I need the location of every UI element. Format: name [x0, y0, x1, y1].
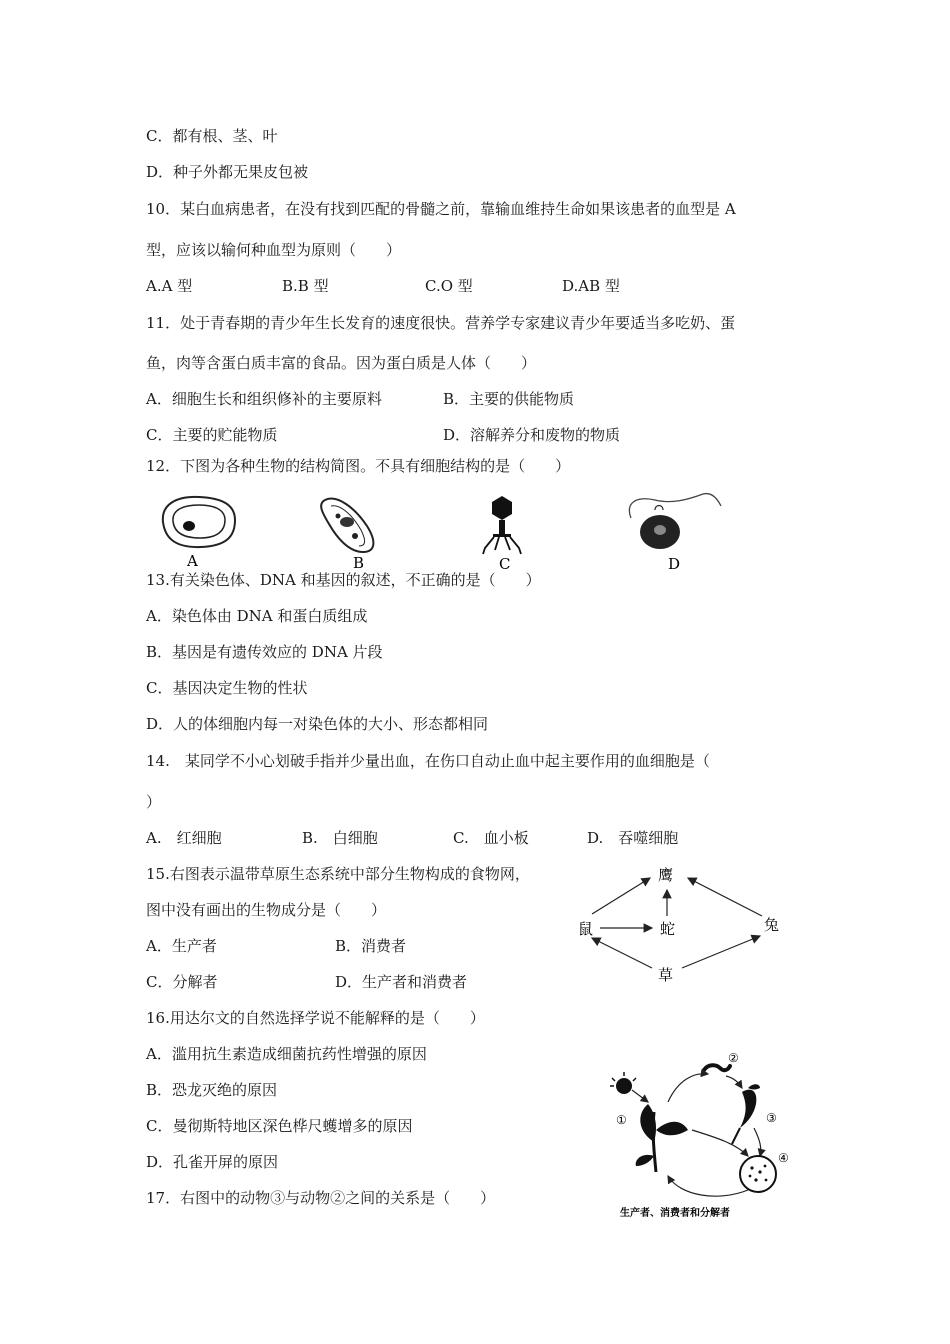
q16-option-d: D．孔雀开屏的原因 [146, 1153, 279, 1171]
q10-option-a: A.A 型 [146, 277, 193, 295]
q14-option-b: B. 白细胞 [302, 829, 378, 847]
arrow-grass-mouse [592, 938, 652, 968]
q13-option-c: C．基因决定生物的性状 [146, 679, 308, 697]
q9-option-d: D．种子外都无果皮包被 [146, 163, 309, 181]
q15-stem-line2: 图中没有画出的生物成分是（ ） [146, 901, 387, 919]
q17-figure-caption: 生产者、消费者和分解者 [620, 1208, 730, 1219]
q11-option-d: D．溶解养分和废物的物质 [443, 426, 621, 444]
q14-option-d: D. 吞噬细胞 [587, 829, 679, 847]
q11-stem-line2: 鱼，肉等含蛋白质丰富的食品。因为蛋白质是人体（ ） [146, 354, 537, 372]
arrow-grass-rabbit [682, 936, 760, 968]
q15-food-web-diagram [570, 858, 800, 990]
q15-option-c: C．分解者 [146, 973, 218, 991]
decomposer-icon [740, 1156, 776, 1192]
marker-1: ① [616, 1113, 627, 1127]
q17-stem: 17．右图中的动物③与动物②之间的关系是（ ） [146, 1189, 496, 1207]
virus-c-icon [483, 496, 521, 572]
q16-option-a: A．滥用抗生素造成细菌抗药性增强的原因 [146, 1045, 427, 1063]
q17-ecosystem-diagram [608, 1052, 798, 1222]
q12-label-c: C [499, 555, 511, 572]
arrow-mouse-hawk [592, 878, 650, 914]
q13-option-a: A．染色体由 DNA 和蛋白质组成 [146, 607, 368, 625]
q13-option-b: B．基因是有遗传效应的 DNA 片段 [146, 643, 383, 661]
q10-option-c: C.O 型 [425, 277, 473, 295]
plant-icon [636, 1104, 688, 1172]
q15-stem-line1: 15.右图表示温带草原生态系统中部分生物构成的食物网， [146, 865, 530, 883]
q10-option-d: D.AB 型 [562, 277, 620, 295]
q12-label-a: A [187, 552, 198, 570]
q16-option-b: B．恐龙灭绝的原因 [146, 1081, 278, 1099]
web-node-rabbit: 兔 [764, 916, 780, 934]
cell-d-icon [629, 494, 721, 572]
q14-stem-line2: ） [146, 793, 162, 811]
q11-option-a: A．细胞生长和组织修补的主要原料 [146, 390, 382, 408]
web-node-hawk: 鹰 [658, 866, 674, 884]
q10-stem-line2: 型，应该以输何种血型为原则（ ） [146, 241, 402, 259]
q14-option-c: C. 血小板 [453, 829, 529, 847]
q11-option-b: B．主要的供能物质 [443, 390, 575, 408]
q10-stem-line1: 10．某白血病患者，在没有找到匹配的骨髓之前，靠输血维持生命如果该患者的血型是 A [146, 200, 736, 218]
q12-stem: 12．下图为各种生物的结构简图。不具有细胞结构的是（ ） [146, 457, 571, 475]
q12-figure-strip [155, 490, 735, 572]
cell-a-icon [163, 497, 235, 570]
caterpillar-icon [704, 1065, 730, 1070]
marker-4: ④ [778, 1151, 789, 1165]
q12-label-d: D [668, 555, 681, 572]
q12-label-b: B [353, 554, 365, 572]
arrow-rabbit-hawk [688, 878, 762, 916]
q10-option-b: B.B 型 [282, 277, 329, 295]
web-node-grass: 草 [658, 966, 674, 984]
q14-option-a: A. 红细胞 [146, 829, 222, 847]
bird-icon [732, 1084, 760, 1144]
marker-2: ② [728, 1052, 739, 1065]
marker-3: ③ [766, 1111, 777, 1125]
q11-option-c: C．主要的贮能物质 [146, 426, 278, 444]
q9-option-c: C．都有根、茎、叶 [146, 127, 278, 145]
web-node-mouse: 鼠 [578, 920, 594, 938]
web-node-snake: 蛇 [660, 920, 676, 938]
cell-b-icon [321, 499, 373, 572]
q13-option-d: D．人的体细胞内每一对染色体的大小、形态都相同 [146, 715, 489, 733]
q16-stem: 16.用达尔文的自然选择学说不能解释的是（ ） [146, 1009, 485, 1027]
q16-option-c: C．曼彻斯特地区深色桦尺蠖增多的原因 [146, 1117, 413, 1135]
q15-option-d: D．生产者和消费者 [335, 973, 468, 991]
q11-stem-line1: 11．处于青春期的青少年生长发育的速度很快。营养学专家建议青少年要适当多吃奶、蛋 [146, 314, 736, 332]
q15-option-a: A．生产者 [146, 937, 217, 955]
q13-stem: 13.有关染色体、DNA 和基因的叙述，不正确的是（ ） [146, 571, 541, 589]
q14-stem-line1: 14. 某同学不小心划破手指并少量出血，在伤口自动止血中起主要作用的血细胞是（ [146, 752, 710, 770]
q15-option-b: B．消费者 [335, 937, 407, 955]
